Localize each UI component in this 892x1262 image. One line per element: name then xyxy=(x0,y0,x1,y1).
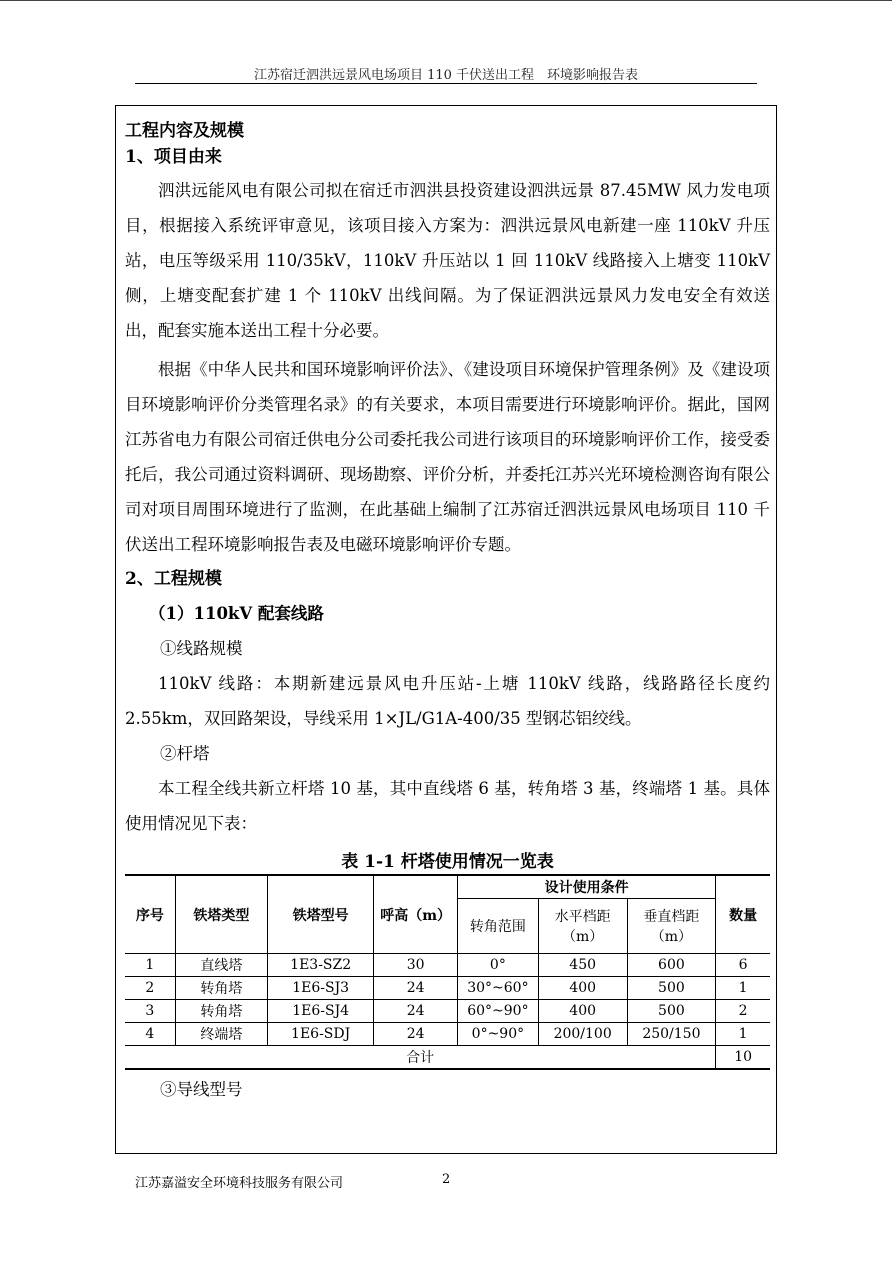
cell-qty: 2 xyxy=(716,1000,770,1023)
content-frame xyxy=(115,105,777,1154)
col-header-vspan: 垂直档距（m） xyxy=(627,899,716,954)
header-rule xyxy=(135,83,757,84)
cell-vspan: 250/150 xyxy=(627,1023,716,1046)
cell-qty: 6 xyxy=(716,954,770,977)
table-row xyxy=(125,1000,770,1023)
cell-angle: 0° xyxy=(457,954,538,977)
cell-qty: 1 xyxy=(716,977,770,1000)
heading-project-origin: 1、项目由来 xyxy=(125,147,222,167)
col-header-model: 铁塔型号 xyxy=(267,875,373,954)
page-number: 2 xyxy=(442,1172,451,1187)
total-label: 合计 xyxy=(125,1046,716,1070)
subheading-line: （1）110kV 配套线路 xyxy=(149,604,324,623)
cell-model: 1E6-SDJ xyxy=(267,1023,373,1046)
cell-vspan: 500 xyxy=(627,1000,716,1023)
footer-company: 江苏嘉溢安全环境科技服务有限公司 xyxy=(135,1176,344,1191)
cell-vspan: 600 xyxy=(627,954,716,977)
cell-seq: 2 xyxy=(125,977,175,1000)
cell-angle: 60°~90° xyxy=(457,1000,538,1023)
col-header-seq: 序号 xyxy=(125,875,175,954)
heading-project-scale: 2、工程规模 xyxy=(125,569,222,589)
cell-model: 1E3-SZ2 xyxy=(267,954,373,977)
cell-vspan: 500 xyxy=(627,977,716,1000)
cell-type: 终端塔 xyxy=(175,1023,267,1046)
section-title: 工程内容及规模 xyxy=(125,121,244,141)
cell-qty: 1 xyxy=(716,1023,770,1046)
cell-seq: 4 xyxy=(125,1023,175,1046)
page-top-border xyxy=(0,0,892,1)
paragraph-line-scale: 110kV 线路：本期新建远景风电升压站-上塘 110kV 线路，线路路径长度约 2.55km，双回路架设，导线采用 1×JL/G1A-400/35 型钢芯铝绞线。 xyxy=(125,674,770,728)
item-line-scale: ①线路规模 xyxy=(160,639,243,658)
table-row xyxy=(125,1023,770,1046)
content-body xyxy=(125,118,770,1107)
cell-type: 转角塔 xyxy=(175,1000,267,1023)
col-header-height: 呼高（m） xyxy=(374,875,458,954)
cell-seq: 1 xyxy=(125,954,175,977)
cell-height: 24 xyxy=(374,1023,458,1046)
table-total-row xyxy=(125,1046,770,1070)
cell-type: 直线塔 xyxy=(175,954,267,977)
table-row xyxy=(125,954,770,977)
item-conductor: ③导线型号 xyxy=(160,1080,243,1099)
col-header-design: 设计使用条件 xyxy=(457,875,715,899)
table-row xyxy=(125,977,770,1000)
cell-seq: 3 xyxy=(125,1000,175,1023)
cell-height: 30 xyxy=(374,954,458,977)
cell-model: 1E6-SJ3 xyxy=(267,977,373,1000)
cell-type: 转角塔 xyxy=(175,977,267,1000)
paragraph-origin-1: 泗洪远能风电有限公司拟在宿迁市泗洪县投资建设泗洪远景 87.45MW 风力发电项目，根据接入系统评审意见，该项目接入方案为：泗洪远景风电新建一座 110kV 升压站，电压等级采用 110/35kV，110kV 升压站以 1 回 110kV 线路接入上塘变 110kV 侧，上塘变配套扩建 1 个 110kV 出线间隔。为了保证泗洪远景风力发电安全有效送出，配套实施本送出工程十分必要。 xyxy=(125,181,770,340)
col-header-qty: 数量 xyxy=(716,875,770,954)
col-header-angle: 转角范围 xyxy=(457,899,538,954)
item-towers: ②杆塔 xyxy=(160,744,210,763)
cell-hspan: 400 xyxy=(538,1000,627,1023)
tower-usage-table xyxy=(125,874,770,1070)
col-header-type: 铁塔类型 xyxy=(175,875,267,954)
cell-height: 24 xyxy=(374,977,458,1000)
cell-hspan: 400 xyxy=(538,977,627,1000)
col-header-hspan: 水平档距（m） xyxy=(538,899,627,954)
cell-model: 1E6-SJ4 xyxy=(267,1000,373,1023)
cell-angle: 0°~90° xyxy=(457,1023,538,1046)
cell-height: 24 xyxy=(374,1000,458,1023)
cell-hspan: 200/100 xyxy=(538,1023,627,1046)
page-header: 江苏宿迁泗洪远景风电场项目 110 千伏送出工程 环境影响报告表 xyxy=(253,68,639,83)
paragraph-towers: 本工程全线共新立杆塔 10 基，其中直线塔 6 基，转角塔 3 基，终端塔 1 基。具体使用情况见下表： xyxy=(125,779,770,833)
total-value: 10 xyxy=(716,1046,770,1070)
cell-angle: 30°~60° xyxy=(457,977,538,1000)
paragraph-origin-2: 根据《中华人民共和国环境影响评价法》、《建设项目环境保护管理条例》及《建设项目环境影响评价分类管理名录》的有关要求，本项目需要进行环境影响评价。据此，国网江苏省电力有限公司宿迁供电分公司委托我公司进行该项目的环境影响评价工作，接受委托后，我公司通过资料调研、现场勘察、评价分析，并委托江苏兴光环境检测咨询有限公司对项目周围环境进行了监测，在此基础上编制了江苏宿迁泗洪远景风电场项目 110 千伏送出工程环境影响报告表及电磁环境影响评价专题。 xyxy=(125,360,770,554)
cell-hspan: 450 xyxy=(538,954,627,977)
table-caption: 表 1-1 杆塔使用情况一览表 xyxy=(341,852,554,872)
